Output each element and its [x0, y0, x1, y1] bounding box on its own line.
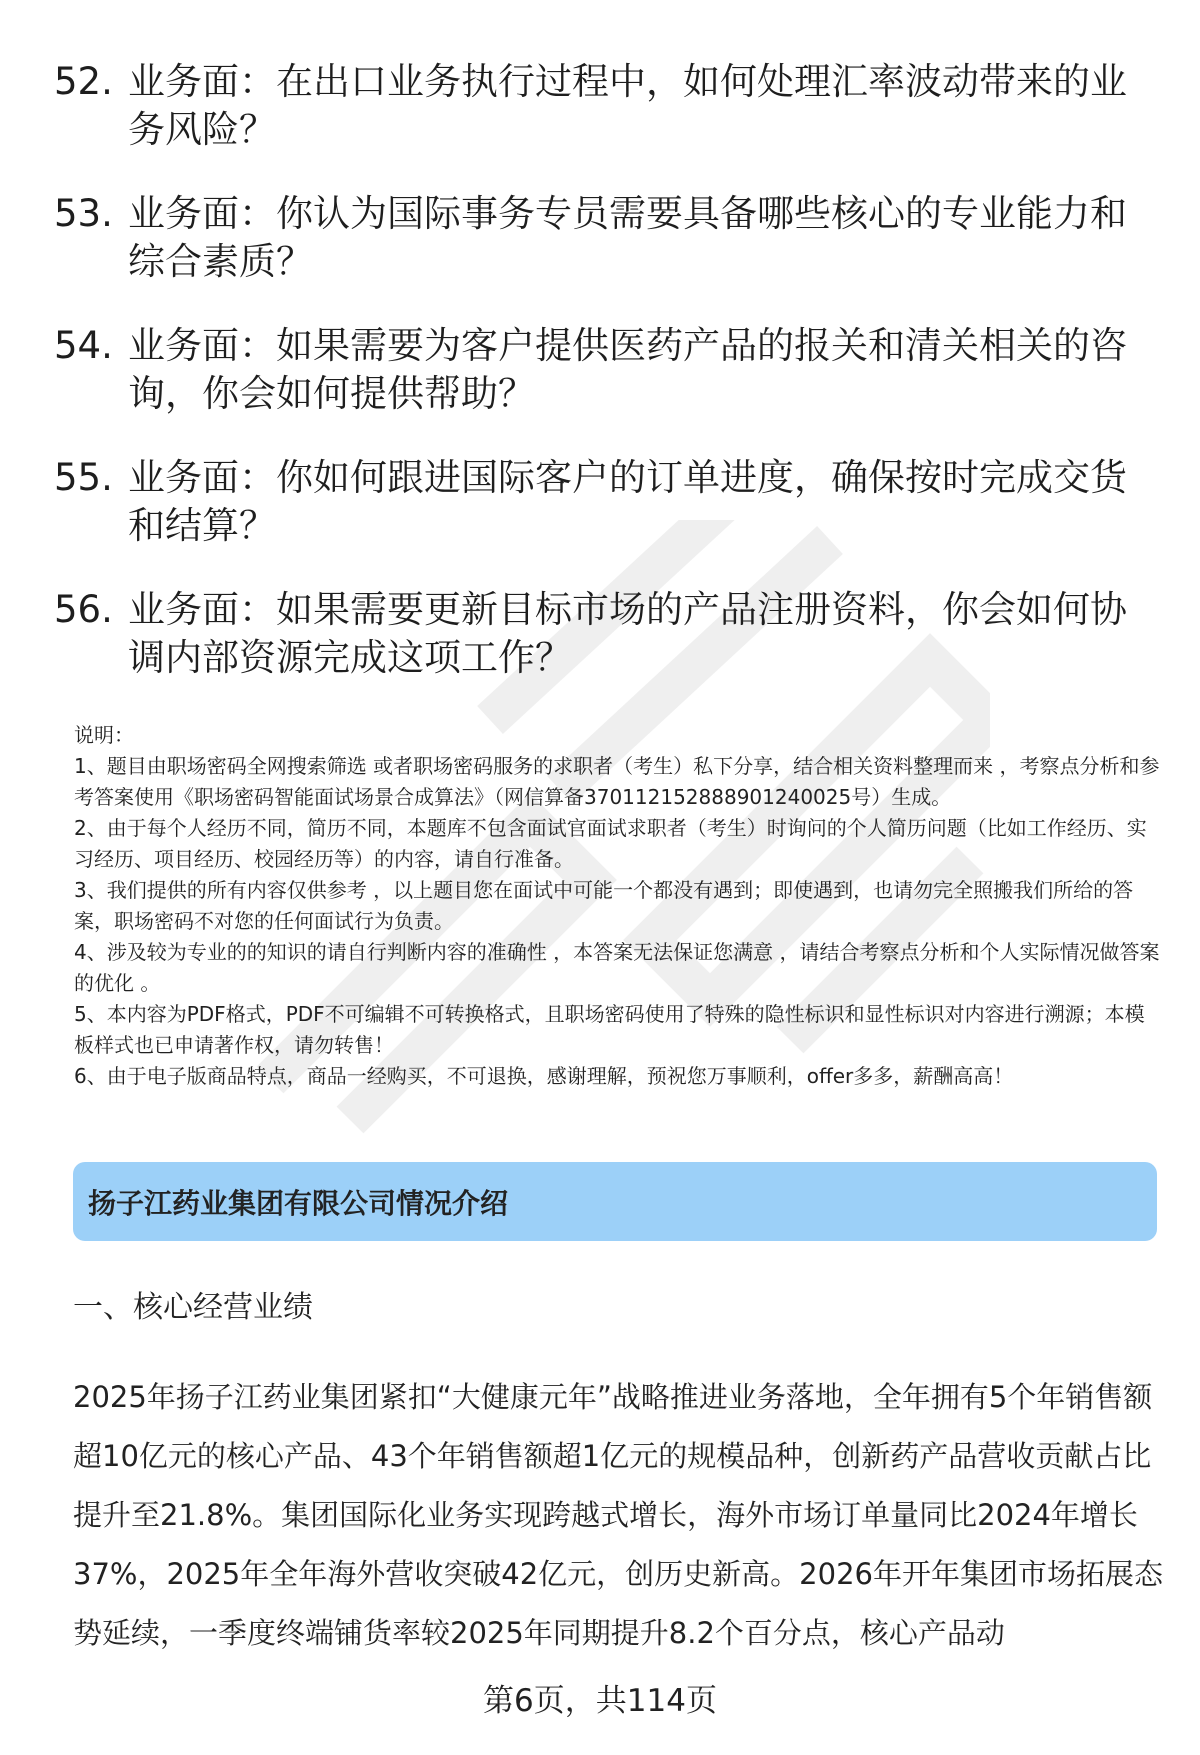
question-item [54, 454, 1154, 550]
page-number: 第6页，共114页 [483, 1683, 717, 1719]
question-text: 业务面：你认为国际事务专员需要具备哪些核心的专业能力和综合素质？ [128, 192, 1127, 283]
note-item: 5、本内容为PDF格式，PDF不可编辑不可转换格式，且职场密码使用了特殊的隐性标识和显性标识对内容进行溯源；本模板样式也已申请著作权，请勿转售！ [74, 1002, 1145, 1057]
note-item: 3、我们提供的所有内容仅供参考 ，以上题目您在面试中可能一个都没有遇到；即使遇到，也请勿完全照搬我们所给的答案，职场密码不对您的任何面试行为负责。 [74, 878, 1134, 933]
question-text: 业务面：你如何跟进国际客户的订单进度，确保按时完成交货和结算？ [128, 456, 1127, 547]
question-item [54, 322, 1154, 418]
body-paragraph-block [73, 1368, 1163, 1663]
question-number: 53. [54, 192, 113, 235]
notes-section [74, 720, 1160, 1092]
note-item: 1、题目由职场密码全网搜索筛选 或者职场密码服务的求职者（考生）私下分享，结合相关资料整理而来 ，考察点分析和参考答案使用《职场密码智能面试场景合成算法》（网信算备370112152888901240025号）生成。 [74, 754, 1160, 809]
question-number: 54. [54, 324, 113, 367]
question-number: 55. [54, 456, 113, 499]
question-list [54, 58, 1154, 718]
question-text: 业务面：如果需要为客户提供医药产品的报关和清关相关的咨询，你会如何提供帮助？ [128, 324, 1127, 415]
question-item [54, 58, 1154, 154]
note-item: 6、由于电子版商品特点，商品一经购买，不可退换，感谢理解，预祝您万事顺利，offer多多，薪酬高高！ [74, 1064, 1014, 1088]
notes-title: 说明： [74, 723, 134, 747]
note-item: 4、涉及较为专业的的知识的请自行判断内容的准确性 ，本答案无法保证您满意 ，请结合考察点分析和个人实际情况做答案的优化 。 [74, 940, 1160, 995]
question-number: 52. [54, 60, 113, 103]
question-text: 业务面：如果需要更新目标市场的产品注册资料，你会如何协调内部资源完成这项工作？ [128, 588, 1127, 679]
banner-title: 扬子江药业集团有限公司情况介绍 [88, 1186, 509, 1220]
question-item [54, 190, 1154, 286]
section-heading: 一、核心经营业绩 [73, 1290, 313, 1325]
company-banner [73, 1162, 1157, 1241]
question-number: 56. [54, 588, 113, 631]
body-paragraph: 2025年扬子江药业集团紧扣“大健康元年”战略推进业务落地，全年拥有5个年销售额超10亿元的核心产品、43个年销售额超1亿元的规模品种，创新药产品营收贡献占比提升至21.8%。集团国际化业务实现跨越式增长，海外市场订单量同比2024年增长37%，2025年全年海外营收突破42亿元，创历史新高。2026年开年集团市场拓展态势延续，一季度终端铺货率较2025年同期提升8.2个百分点，核心产品动 [73, 1380, 1163, 1650]
note-item: 2、由于每个人经历不同，简历不同，本题库不包含面试官面试求职者（考生）时询问的个人简历问题（比如工作经历、实习经历、项目经历、校园经历等）的内容，请自行准备。 [74, 816, 1147, 871]
question-text: 业务面：在出口业务执行过程中，如何处理汇率波动带来的业务风险？ [128, 60, 1127, 151]
question-item [54, 586, 1154, 682]
